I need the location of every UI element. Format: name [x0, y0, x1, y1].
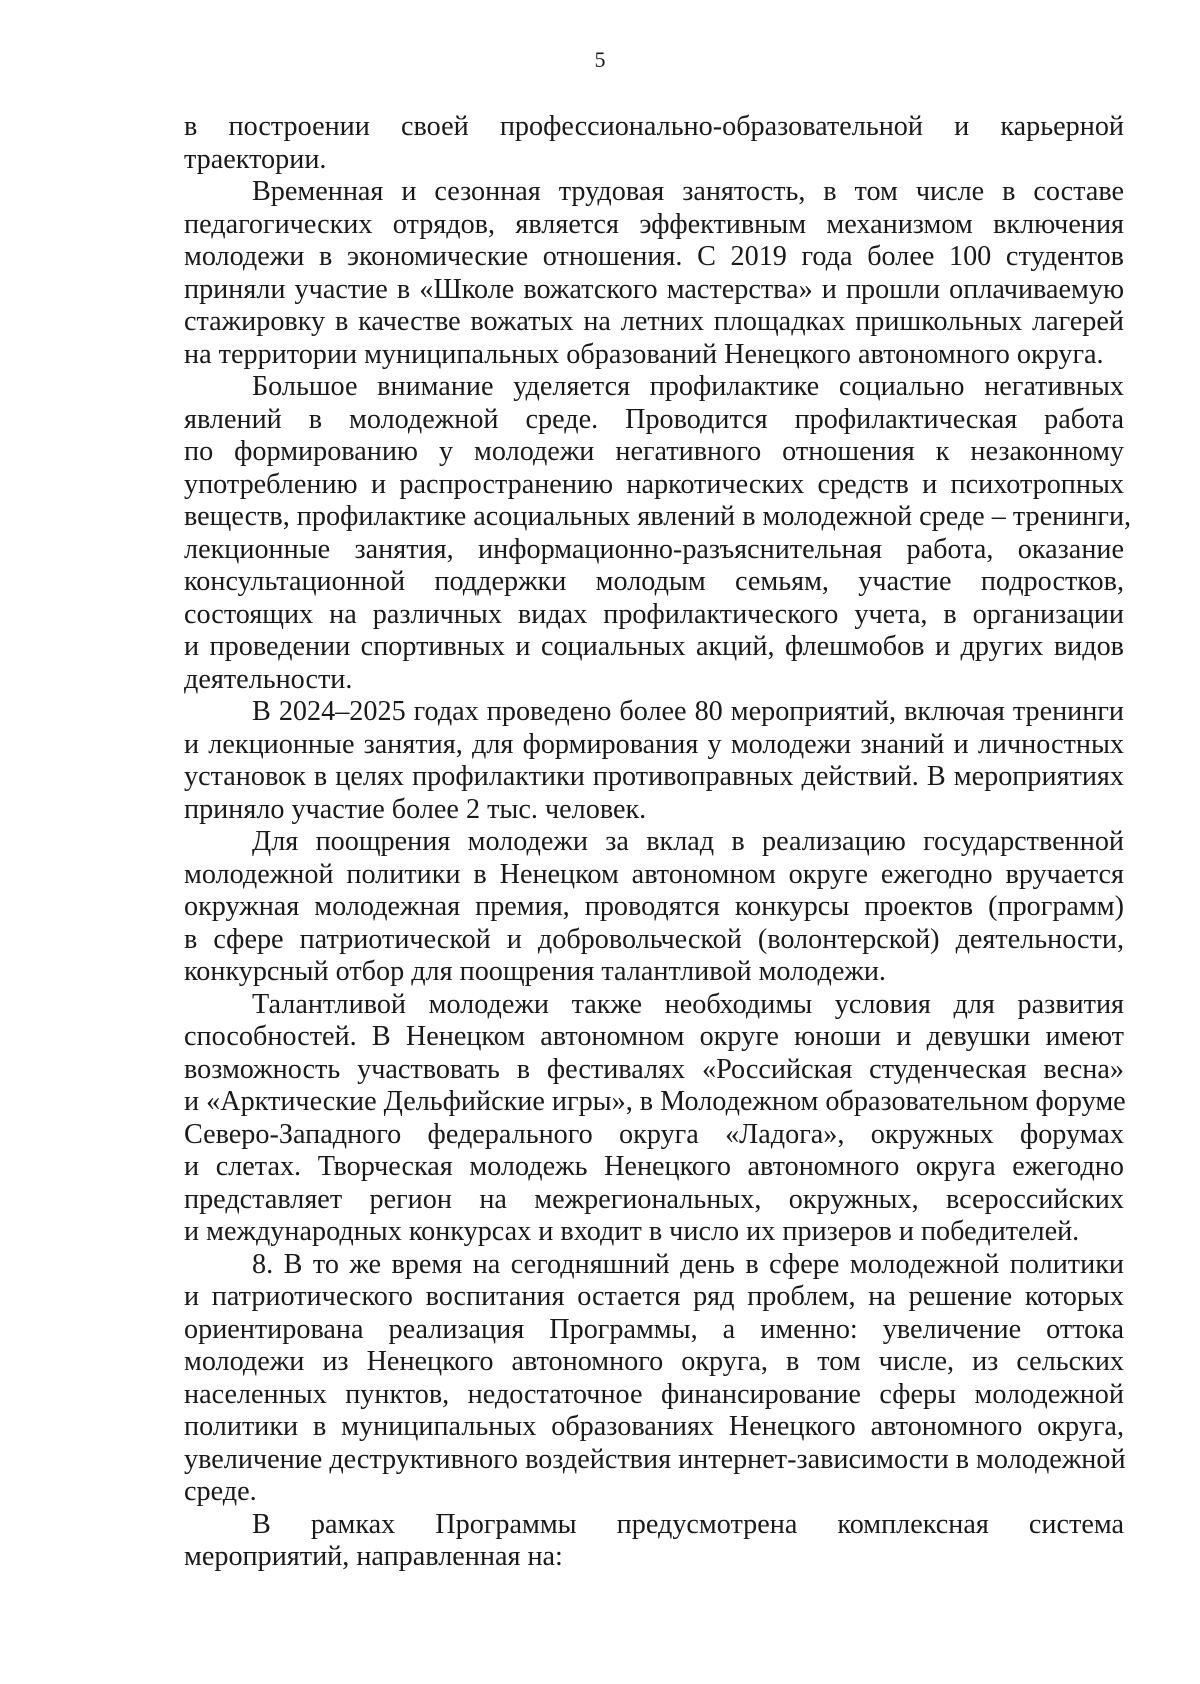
text-line: 8. В то же время на сегодняшний день в сфере молодежной политики	[252, 1248, 1124, 1280]
text-line: и проведении спортивных и социальных акций, флешмобов и других видов	[184, 631, 1124, 662]
paragraph-seasonal-employment	[184, 176, 1124, 371]
text-line: в сфере патриотической и добровольческой (волонтерской) деятельности,	[184, 923, 1124, 955]
page-number: 5	[594, 47, 606, 72]
text-line: Талантливой молодежи также необходимы условия для развития	[252, 988, 1124, 1020]
text-line: молодежи в экономические отношения. С 2019 года более 100 студентов	[184, 241, 1124, 272]
paragraph-talented-youth	[184, 989, 1124, 1249]
text-line: молодежи из Ненецкого автономного округа, в том числе, из сельских	[184, 1346, 1124, 1377]
text-line: политики в муниципальных образованиях Ненецкого автономного округа,	[184, 1411, 1124, 1442]
text-line: возможность участвовать в фестивалях «Российская студенческая весна»	[184, 1053, 1124, 1085]
text-line: по формированию у молодежи негативного отношения к незаконному	[184, 436, 1124, 467]
text-line: состоящих на различных видах профилактического учета, в организации	[184, 598, 1124, 630]
text-line: консультационной поддержки молодым семьям, участие подростков,	[184, 566, 1124, 597]
text-line: Большое внимание уделяется профилактике социально негативных	[252, 371, 1124, 402]
text-line: В 2024–2025 годах проведено более 80 мероприятий, включая тренинги	[252, 696, 1124, 727]
text-line: в построении своей профессионально-образовательной и карьерной	[184, 111, 1124, 142]
text-line: приняли участие в «Школе вожатского мастерства» и прошли оплачиваемую	[184, 273, 1124, 305]
text-line: траектории.	[184, 143, 327, 175]
text-line: лекционные занятия, информационно-разъяснительная работа, оказание	[184, 533, 1124, 565]
text-line: Северо-Западного федерального округа «Ладога», окружных форумах	[184, 1118, 1124, 1150]
text-line: веществ, профилактике асоциальных явлений в молодежной среде – тренинги,	[184, 501, 1132, 532]
paragraph-events-2024-2025	[184, 696, 1124, 826]
text-line: явлений в молодежной среде. Проводится профилактическая работа	[184, 403, 1124, 435]
paragraph-youth-awards	[184, 826, 1124, 989]
text-line: населенных пунктов, недостаточное финансирование сферы молодежной	[184, 1378, 1124, 1410]
document-body	[184, 111, 1132, 1574]
text-line: педагогических отрядов, является эффективным механизмом включения	[184, 208, 1124, 240]
text-line: на территории муниципальных образований Ненецкого автономного округа.	[184, 338, 1104, 370]
text-line: приняло участие более 2 тыс. человек.	[184, 793, 647, 825]
text-line: представляет регион на межрегиональных, окружных, всероссийских	[184, 1183, 1124, 1215]
text-line: ориентирована реализация Программы, а именно: увеличение оттока	[184, 1313, 1124, 1345]
text-line: конкурсный отбор для поощрения талантливой молодежи.	[184, 956, 886, 987]
text-line: мероприятий, направленная на:	[184, 1541, 563, 1572]
text-line: установок в целях профилактики противоправных действий. В мероприятиях	[184, 761, 1124, 792]
text-line: и «Арктические Дельфийские игры», в Молодежном образовательном форуме	[184, 1086, 1126, 1117]
text-line: Для поощрения молодежи за вклад в реализацию государственной	[252, 826, 1124, 857]
text-line: молодежной политики в Ненецком автономном округе ежегодно вручается	[184, 858, 1124, 890]
text-line: деятельности.	[184, 663, 353, 695]
paragraph-prevention	[184, 371, 1132, 696]
text-line: окружная молодежная премия, проводятся конкурсы проектов (программ)	[184, 891, 1124, 922]
text-line: и патриотического воспитания остается ряд проблем, на решение которых	[184, 1281, 1124, 1312]
paragraph-item-8-problems	[184, 1249, 1124, 1509]
text-line: и слетах. Творческая молодежь Ненецкого автономного округа ежегодно	[184, 1151, 1124, 1182]
text-line: стажировку в качестве вожатых на летних площадках пришкольных лагерей	[184, 306, 1124, 337]
text-line: среде.	[184, 1476, 257, 1507]
text-line: и международных конкурсах и входит в число их призеров и победителей.	[184, 1216, 1080, 1247]
text-line: увеличение деструктивного воздействия интернет-зависимости в молодежной	[184, 1443, 1126, 1475]
paragraph-career-trajectory	[184, 111, 1124, 176]
text-line: В рамках Программы предусмотрена комплексная система	[252, 1508, 1124, 1540]
text-line: и лекционные занятия, для формирования у молодежи знаний и личностных	[184, 728, 1124, 760]
text-line: способностей. В Ненецком автономном округе юноши и девушки имеют	[184, 1021, 1124, 1052]
text-line: употреблению и распространению наркотических средств и психотропных	[184, 468, 1124, 500]
text-line: Временная и сезонная трудовая занятость, в том числе в составе	[252, 176, 1124, 207]
paragraph-program-measures	[184, 1509, 1124, 1574]
